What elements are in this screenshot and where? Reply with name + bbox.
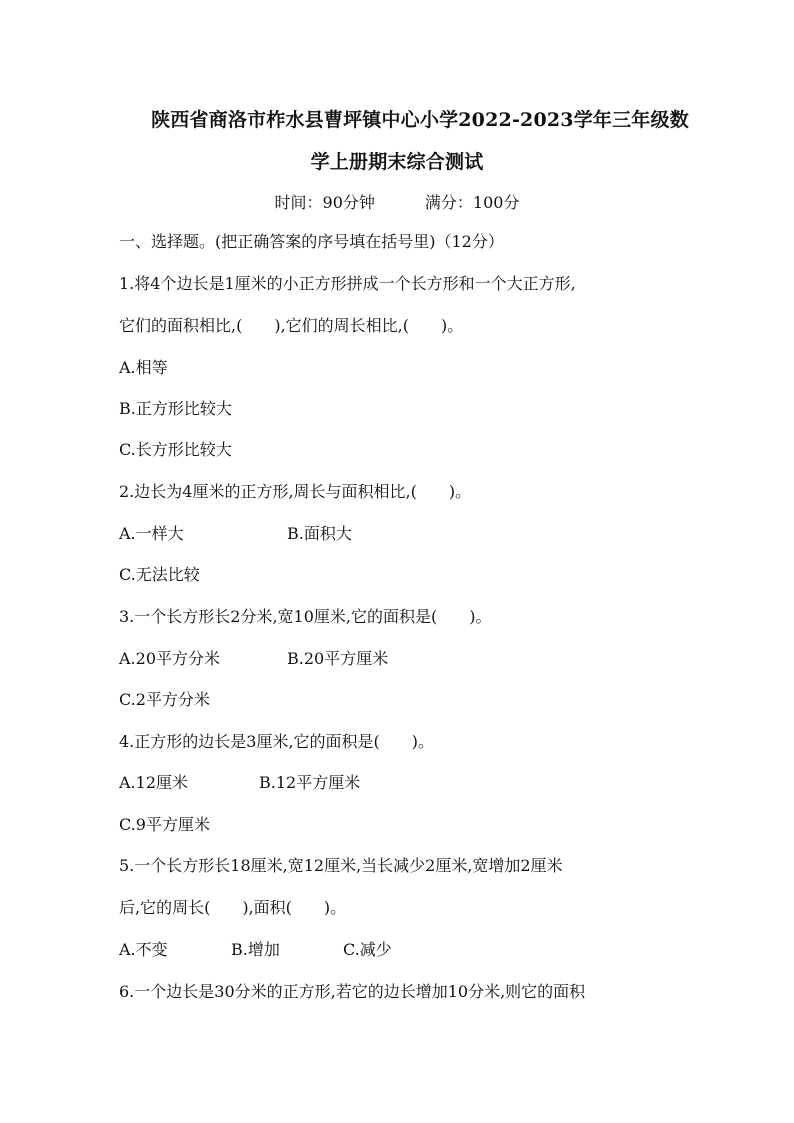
question-5-stem-line-2: 后,它的周长( ),面积( )。 bbox=[119, 898, 347, 917]
exam-time: 时间：90分钟 bbox=[274, 193, 375, 212]
question-3-option-a: A.20平方分米 bbox=[119, 649, 221, 668]
exam-meta bbox=[0, 190, 794, 213]
question-5-option-b: B.增加 bbox=[231, 940, 280, 959]
question-2-option-b: B.面积大 bbox=[287, 524, 352, 543]
question-4-stem: 4.正方形的边长是3厘米,它的面积是( )。 bbox=[119, 732, 435, 751]
question-1-stem-line-1: 1.将4个边长是1厘米的小正方形拼成一个长方形和一个大正方形, bbox=[119, 274, 576, 293]
question-1-stem-line-2: 它们的面积相比,( ),它们的周长相比,( )。 bbox=[119, 316, 464, 335]
question-5-options-row bbox=[119, 939, 392, 961]
question-4-option-b: B.12平方厘米 bbox=[259, 773, 361, 792]
question-3-option-b: B.20平方厘米 bbox=[287, 649, 389, 668]
question-3-option-c: C.2平方分米 bbox=[119, 690, 210, 709]
question-3-stem: 3.一个长方形长2分米,宽10厘米,它的面积是( )。 bbox=[119, 607, 492, 626]
question-2-option-a: A.一样大 bbox=[119, 524, 184, 543]
exam-title-line-1: 陕西省商洛市柞水县曹坪镇中心小学2022-2023学年三年级数 bbox=[151, 109, 689, 131]
question-1-option-a: A.相等 bbox=[119, 358, 168, 377]
question-5-option-a: A.不变 bbox=[119, 940, 168, 959]
question-2-options-row bbox=[119, 523, 352, 545]
question-4-options-row bbox=[119, 772, 360, 794]
question-4-option-a: A.12厘米 bbox=[119, 773, 189, 792]
question-4-option-c: C.9平方厘米 bbox=[119, 815, 210, 834]
question-2-stem: 2.边长为4厘米的正方形,周长与面积相比,( )。 bbox=[119, 482, 472, 501]
section-heading: 一、选择题。(把正确答案的序号填在括号里)（12分） bbox=[119, 232, 504, 251]
question-2-option-c: C.无法比较 bbox=[119, 565, 200, 584]
exam-full-score: 满分：100分 bbox=[424, 193, 520, 212]
question-3-options-row bbox=[119, 648, 388, 670]
question-5-stem-line-1: 5.一个长方形长18厘米,宽12厘米,当长减少2厘米,宽增加2厘米 bbox=[119, 856, 563, 875]
exam-title-line-2: 学上册期末综合测试 bbox=[310, 151, 484, 173]
question-1-option-c: C.长方形比较大 bbox=[119, 440, 232, 459]
question-5-option-c: C.减少 bbox=[343, 940, 392, 959]
question-1-option-b: B.正方形比较大 bbox=[119, 399, 232, 418]
question-6-stem-line-1: 6.一个边长是30分米的正方形,若它的边长增加10分米,则它的面积 bbox=[119, 982, 586, 1001]
